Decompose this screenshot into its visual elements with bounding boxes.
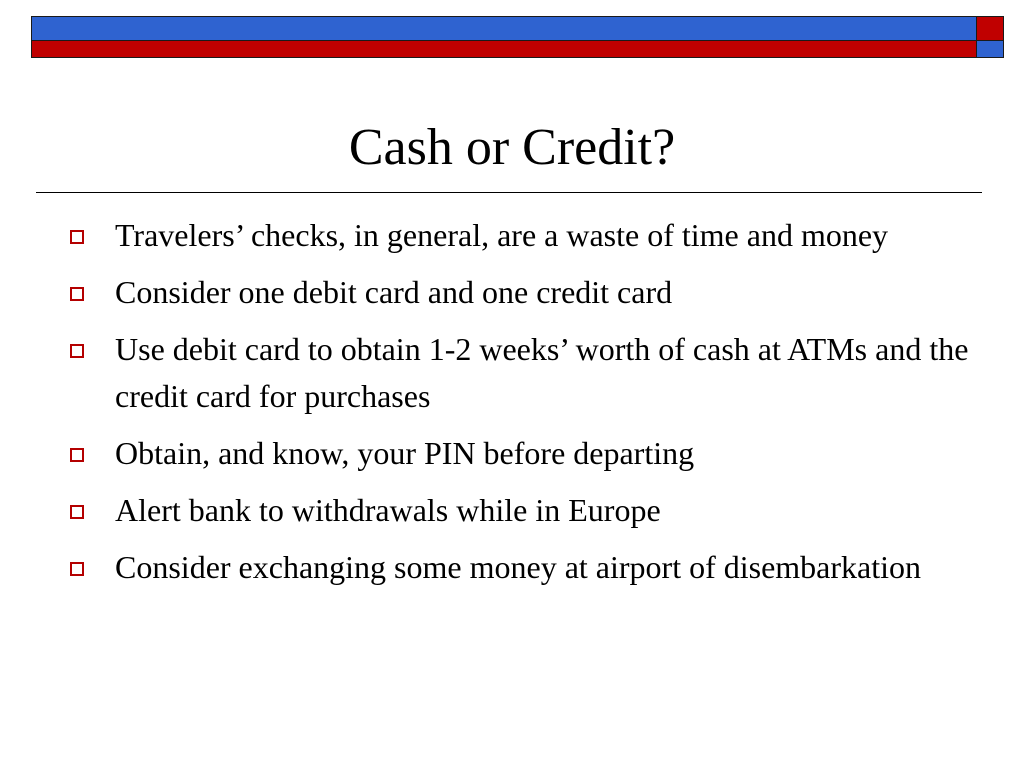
hollow-square-icon — [70, 344, 84, 358]
bullet-text: Use debit card to obtain 1-2 weeks’ worth of cash at ATMs and the credit card for purchases — [115, 331, 969, 414]
bullet-text: Consider one debit card and one credit card — [115, 274, 673, 310]
bullet-item — [0, 544, 1024, 591]
bullet-item — [0, 212, 1024, 259]
hollow-square-icon — [70, 505, 84, 519]
bullet-text: Obtain, and know, your PIN before departing — [115, 435, 695, 471]
header-bar-red — [31, 41, 977, 58]
slide-title: Cash or Credit? — [348, 119, 676, 176]
bullet-list — [0, 212, 1024, 601]
header-square-red — [977, 16, 1004, 41]
header-decoration — [0, 0, 1024, 70]
bullet-text: Travelers’ checks, in general, are a waste of time and money — [115, 217, 889, 253]
bullet-item — [0, 487, 1024, 534]
bullet-item — [0, 269, 1024, 316]
bullet-item — [0, 430, 1024, 477]
hollow-square-icon — [70, 448, 84, 462]
bullet-text: Consider exchanging some money at airport of disembarkation — [115, 549, 922, 585]
hollow-square-icon — [70, 562, 84, 576]
title-divider — [36, 192, 982, 193]
bullet-text: Alert bank to withdrawals while in Europe — [115, 492, 661, 528]
header-bar-blue — [31, 16, 977, 41]
header-square-blue — [977, 41, 1004, 58]
bullet-item — [0, 326, 1024, 420]
hollow-square-icon — [70, 287, 84, 301]
hollow-square-icon — [70, 230, 84, 244]
